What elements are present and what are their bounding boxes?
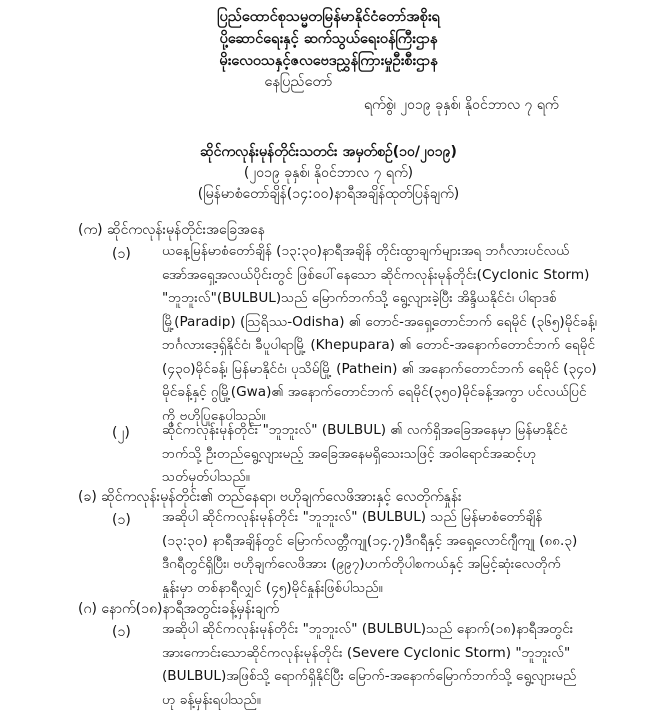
paragraph-line: (၁၃:၃၀) နာရီအချိန်တွင် မြောက်လတ္တီကျု(၁၄.၇)ဒီဂရီနှင့် အရှေ့လောင်ဂျီကျု (၈၈.၃) (162, 530, 617, 554)
paragraph-line: ကို ဗဟိုပြုနေပါသည်။ (162, 405, 617, 429)
section-heading: (က) ဆိုင်ကလုန်းမုန်တိုင်းအခြေအနေ (78, 220, 265, 241)
paragraph-line: မြို့(Paradip) (ဩရိဿ-Odisha) ၏ တောင်-အရှေ့တောင်ဘက် ရေမိုင် (၃၆၅)မိုင်ခန့်၊ (162, 311, 617, 335)
document-date: ရက်စွဲ၊ ၂၀၁၉ ခုနှစ်၊ နိုဝင်ဘာလ ၇ ရက် (364, 95, 559, 116)
bulletin-date: (၂၀၁၉ ခုနှစ်၊ နိုဝင်ဘာလ ၇ ရက်) (0, 163, 657, 184)
header-government: ပြည်ထောင်စုသမ္မတမြန်မာနိုင်ငံတော်အစိုးရ (0, 8, 657, 29)
paragraph (162, 618, 617, 712)
item-number: (၁) (112, 244, 131, 265)
item-number: (၁) (112, 622, 131, 643)
paragraph (162, 506, 617, 600)
section-heading: (ခ) ဆိုင်ကလုန်းမုန်တိုင်း၏ တည်နေရာ၊ ဗဟိုချက်လေဖိအားနှင့် လေတိုက်နှုန်း (78, 487, 462, 508)
paragraph-line: ဆိုင်ကလုန်းမုန်တိုင်း "ဘူဘူးလ်" (BULBUL) ၏ လက်ရှိအခြေအနေမှာ မြန်မာနိုင်ငံ (162, 419, 617, 443)
paragraph-line: ဒီဂရီတွင်ရှိပြီး၊ ဗဟိုချက်လေဖိအား (၉၉၇)ဟက်တိုပါစကယ်နှင့် အမြင့်ဆုံးလေတိုက် (162, 553, 617, 577)
paragraph-line: နှုန်းမှာ တစ်နာရီလျှင် (၄၅)မိုင်နှုန်းဖြစ်ပါသည်။ (162, 577, 617, 601)
paragraph-line: (၄၃၀)မိုင်ခန့်၊ မြန်မာနိုင်ငံ၊ ပုသိမ်မြို့ (Pathein) ၏ အနောက်တောင်ဘက် ရေမိုင် (၃၄၀) (162, 358, 617, 382)
paragraph-line: သတ်မှတ်ပါသည်။ (162, 466, 617, 490)
paragraph-line: အဆိုပါ ဆိုင်ကလုန်းမုန်တိုင်း "ဘူဘူးလ်" (BULBUL)သည် နောက်(၁၈)နာရီအတွင်း (162, 618, 617, 642)
bulletin-title: ဆိုင်ကလုန်းမုန်တိုင်းသတင်း အမှတ်စဉ်(၁၀/၂၀၁၉) (0, 142, 657, 163)
paragraph-line: အဆိုပါ ဆိုင်ကလုန်းမုန်တိုင်း "ဘူဘူးလ်" (BULBUL) သည် မြန်မာစံတော်ချိန် (162, 506, 617, 530)
header-ministry: ပို့ဆောင်ရေးနှင့် ဆက်သွယ်ရေးဝန်ကြီးဌာန (0, 30, 657, 51)
paragraph (162, 240, 617, 428)
header-department: မိုးလေဝသနှင့်ဇလဗေဒညွှန်ကြားမှုဦးစီးဌာန (0, 52, 657, 73)
section-heading: (ဂ) နောက်(၁၈)နာရီအတွင်းခန့်မှန်းချက် (78, 599, 279, 620)
paragraph-line: မိုင်ခန့်နှင့် ဂွမြို့(Gwa)၏ အနောက်တောင်ဘက် ရေမိုင်(၃၅၀)မိုင်ခန့်အကွာ ပင်လယ်ပြင် (162, 381, 617, 405)
paragraph-line: ယနေ့မြန်မာစံတော်ချိန် (၁၃:၃၀)နာရီအချိန် တိုင်းထွာချက်များအရ ဘင်္ဂလားပင်လယ် (162, 240, 617, 264)
item-number: (၂) (112, 423, 130, 444)
bulletin-time: (မြန်မာစံတော်ချိန်(၁၄:၀၀)နာရီအချိန်ထုတ်ပြန်ချက်) (0, 184, 657, 205)
paragraph (162, 419, 617, 490)
paragraph-line: (BULBUL)အဖြစ်သို့ ရောက်ရှိနိုင်ပြီး မြောက်-အနောက်မြောက်ဘက်သို့ ရွေ့လျားမည် (162, 665, 617, 689)
paragraph-line: အော်အရှေ့အလယ်ပိုင်းတွင် ဖြစ်ပေါ်နေသော ဆိုင်ကလုန်းမုန်တိုင်း(Cyclonic Storm) (162, 264, 617, 288)
header-city: နေပြည်တော် (0, 73, 627, 94)
paragraph-line: ဘက်သို့ ဦးတည်ရွေ့လျားမည့် အခြေအနေမရှိသေးသဖြင့် အဝါရောင်အဆင့်ဟု (162, 443, 617, 467)
paragraph-line: "ဘူဘူးလ်"(BULBUL)သည် မြောက်ဘက်သို့ ရွေ့လျားခဲ့ပြီး အိန္ဒိယနိုင်ငံ၊ ပါရာဒစ် (162, 287, 617, 311)
paragraph-line: ဟု ခန့်မှန်းရပါသည်။ (162, 689, 617, 712)
paragraph-line: အားကောင်းသောဆိုင်ကလုန်းမုန်တိုင်း (Severe Cyclonic Storm) "ဘူဘူးလ်" (162, 642, 617, 666)
paragraph-line: ဘင်္ဂလားဒေ့ရှ်နိုင်ငံ၊ ခီပူပါရာမြို့ (Khepupara) ၏ တောင်-အနောက်တောင်ဘက် ရေမိုင် (162, 334, 617, 358)
item-number: (၁) (112, 510, 131, 531)
